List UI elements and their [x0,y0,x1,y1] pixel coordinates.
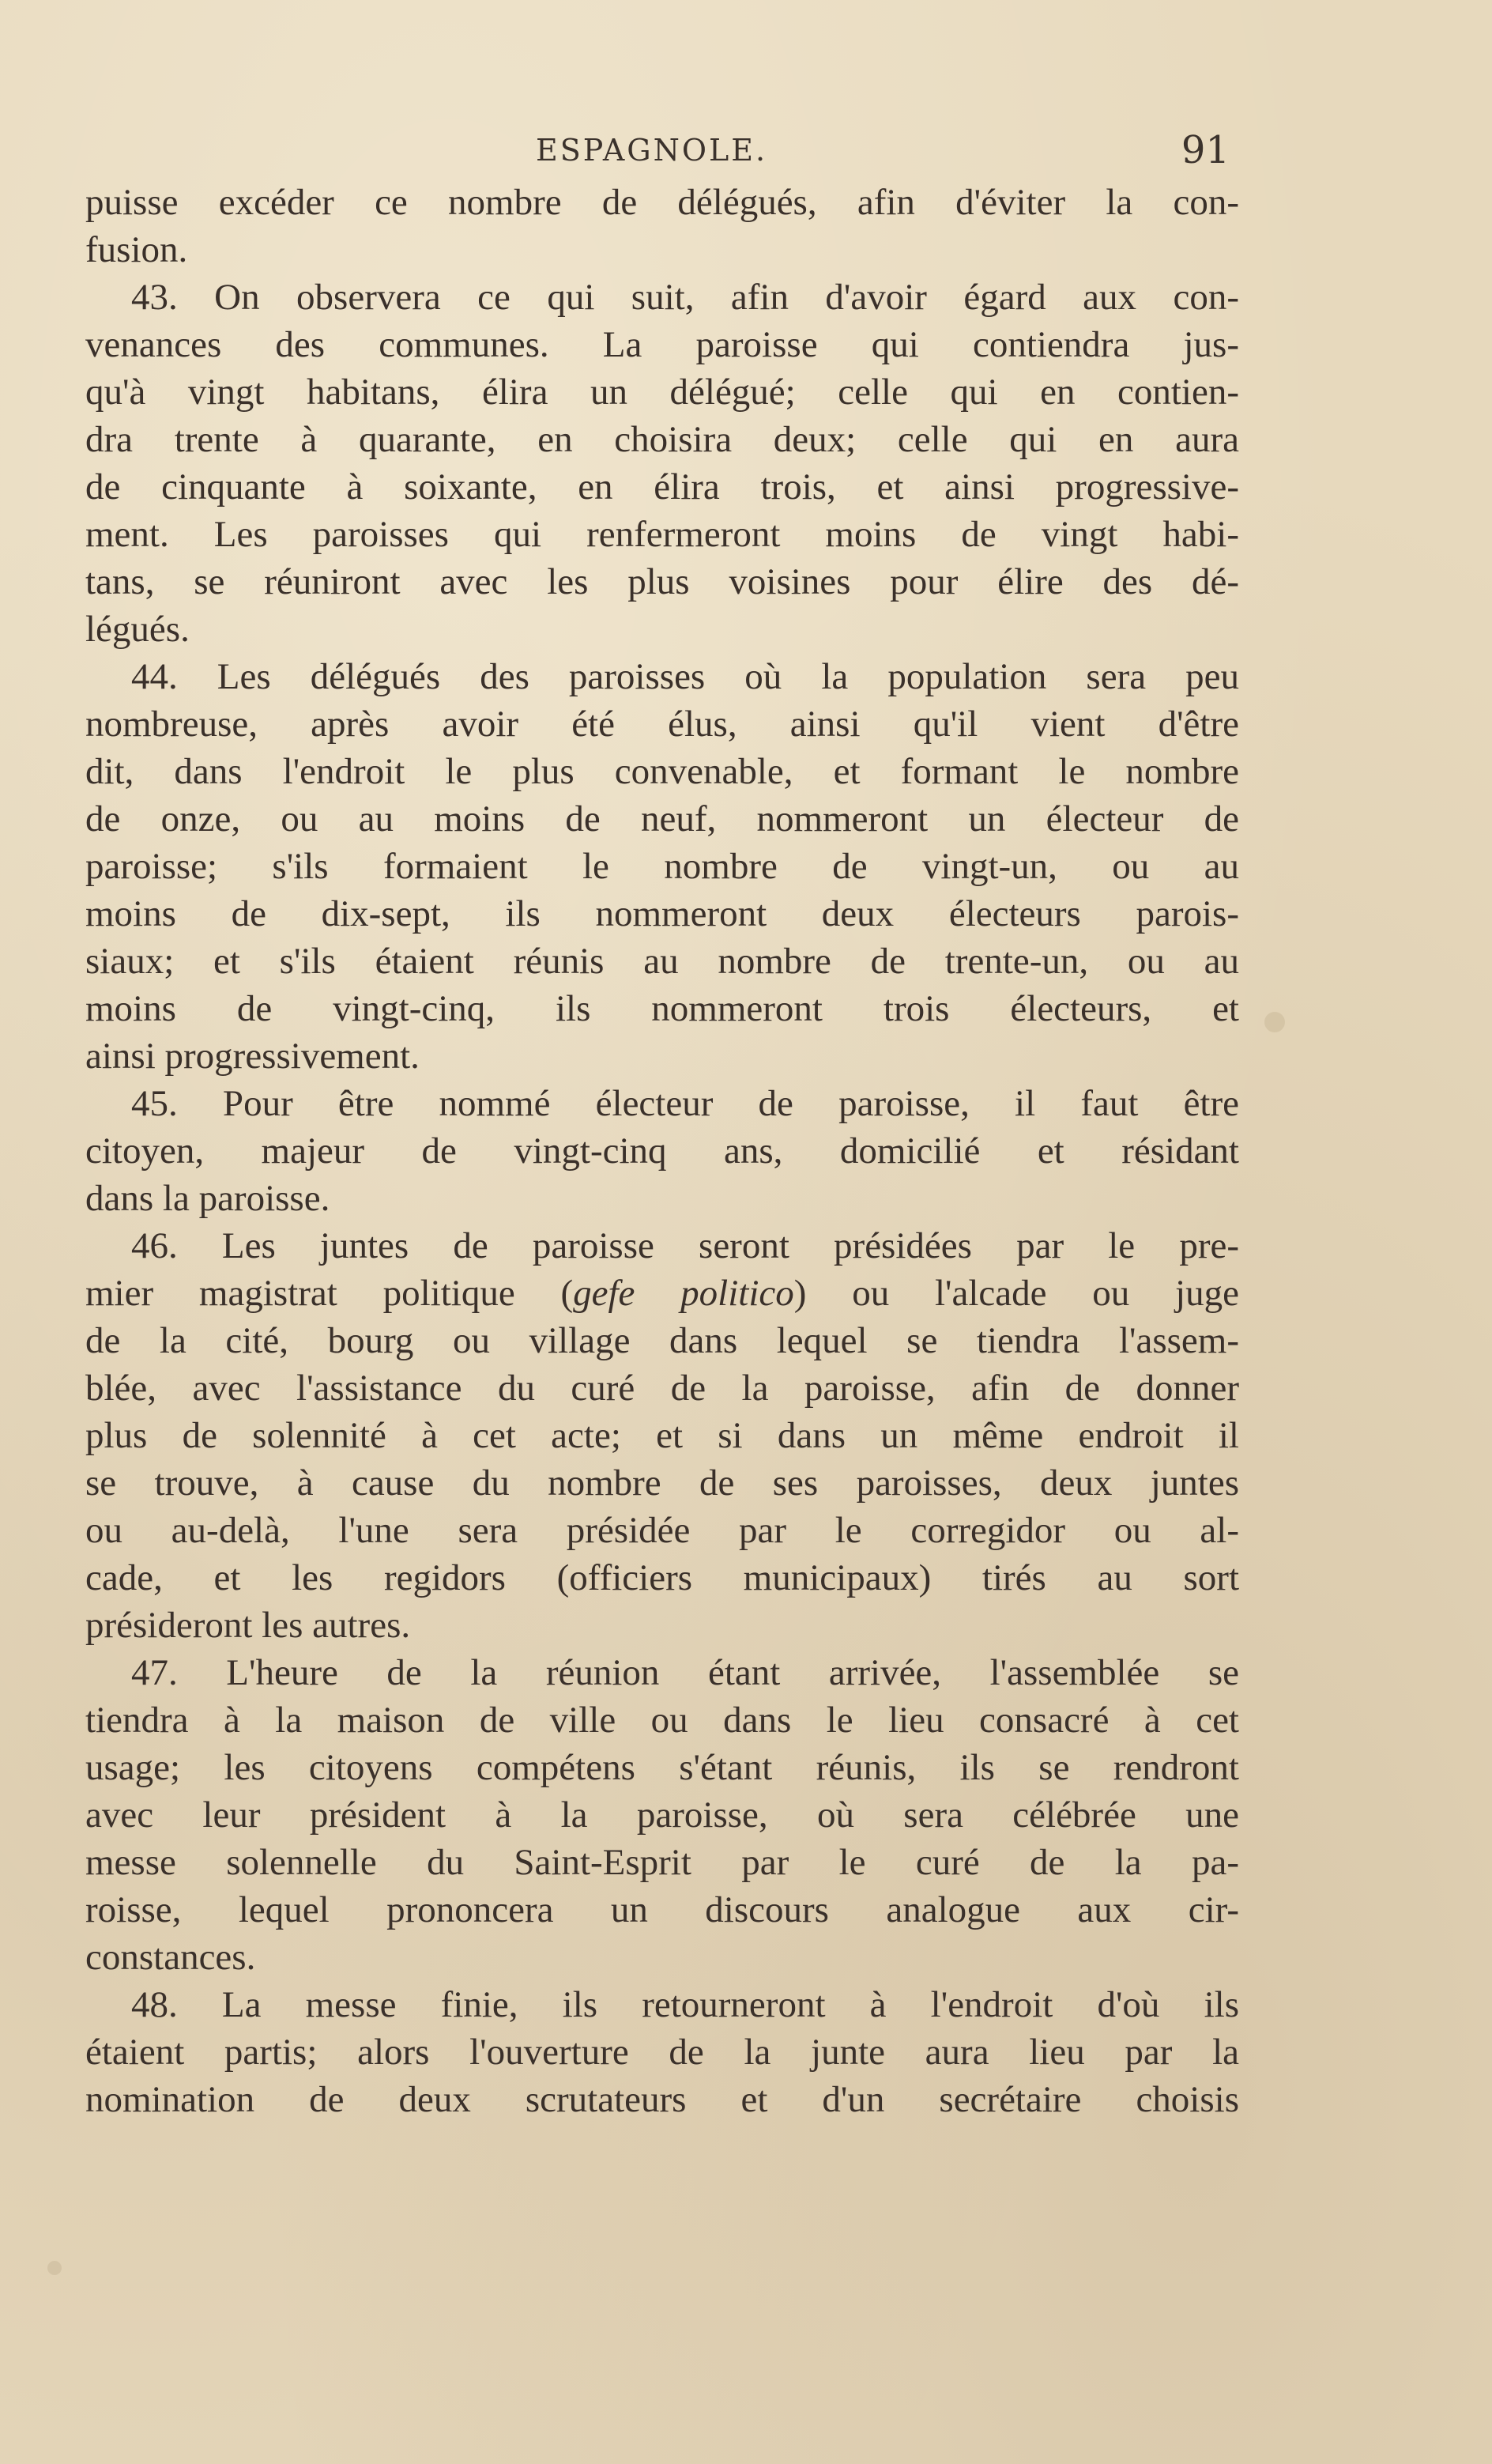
text-line: ment. Les paroisses qui renfermeront moins de vingt habi- [85,514,1239,555]
text-line: présideront les autres. [85,1605,411,1646]
running-title: ESPAGNOLE. [536,133,768,168]
article-43 [85,274,1239,653]
paper-stain [47,2261,62,2275]
text-line: puisse excéder ce nombre de délégués, afin d'éviter la con- [85,182,1239,223]
text-line: paroisse; s'ils formaient le nombre de vingt-un, ou au [85,846,1239,887]
text-line: dit, dans l'endroit le plus convenable, et formant le nombre [85,751,1239,792]
text-line: dra trente à quarante, en choisira deux; celle qui en aura [85,419,1239,460]
paper-stain [1264,1012,1285,1032]
text-line: tans, se réuniront avec les plus voisines pour élire des dé- [85,561,1239,602]
text-line: nombreuse, après avoir été élus, ainsi qu'il vient d'être [85,704,1239,745]
text-line: roisse, lequel prononcera un discours analogue aux cir- [85,1889,1239,1930]
text-line: mier magistrat politique (gefe politico) ou l'alcade ou juge [85,1273,1239,1314]
text-line: messe solennelle du Saint-Esprit par le curé de la pa- [85,1842,1239,1883]
text-line: de cinquante à soixante, en élira trois, et ainsi progressive- [85,466,1239,508]
text-line: constances. [85,1937,256,1978]
text-line: 44. Les délégués des paroisses où la population sera peu [131,656,1239,697]
text-line: se trouve, à cause du nombre de ses paroisses, deux juntes [85,1462,1239,1504]
text-line: dans la paroisse. [85,1178,330,1219]
text-line: 45. Pour être nommé électeur de paroisse, il faut être [131,1083,1239,1124]
running-head [85,128,1245,180]
text-line: fusion. [85,229,188,270]
text-line: nomination de deux scrutateurs et d'un secrétaire choisis [85,2079,1239,2120]
paragraph-continuation [85,179,1239,274]
text-line: 47. L'heure de la réunion étant arrivée, l'assemblée se [131,1652,1239,1693]
text-line: citoyen, majeur de vingt-cinq ans, domicilié et résidant [85,1130,1239,1172]
article-46 [85,1222,1239,1649]
text-line: ainsi progressivement. [85,1036,420,1077]
text-line: qu'à vingt habitans, élira un délégué; celle qui en contien- [85,372,1239,413]
text-line: 46. Les juntes de paroisse seront présidées par le pre- [131,1225,1239,1266]
text-line: cade, et les regidors (officiers municipaux) tirés au sort [85,1557,1239,1598]
text-line: venances des communes. La paroisse qui contiendra jus- [85,324,1239,365]
article-47 [85,1649,1239,1981]
text-line: usage; les citoyens compétens s'étant réunis, ils se rendront [85,1747,1239,1788]
text-line: 43. On observera ce qui suit, afin d'avoir égard aux con- [131,277,1239,318]
article-45 [85,1080,1239,1222]
italic-term: gefe politico [573,1273,794,1314]
text-line: de la cité, bourg ou village dans lequel se tiendra l'assem- [85,1320,1239,1361]
text-line: de onze, ou au moins de neuf, nommeront un électeur de [85,798,1239,840]
article-44 [85,653,1239,1080]
text-line: étaient partis; alors l'ouverture de la junte aura lieu par la [85,2032,1239,2073]
article-48 [85,1981,1239,2123]
text-line: moins de vingt-cinq, ils nommeront trois électeurs, et [85,988,1239,1029]
text-line: plus de solennité à cet acte; et si dans un même endroit il [85,1415,1239,1456]
text-line: 48. La messe finie, ils retourneront à l'endroit d'où ils [131,1984,1239,2025]
text-line: ou au-delà, l'une sera présidée par le corregidor ou al- [85,1510,1239,1551]
text-line: siaux; et s'ils étaient réunis au nombre de trente-un, ou au [85,941,1239,982]
text-line: légués. [85,609,190,650]
text-line: avec leur président à la paroisse, où sera célébrée une [85,1794,1239,1836]
text-line: blée, avec l'assistance du curé de la paroisse, afin de donner [85,1368,1239,1409]
text-line: tiendra à la maison de ville ou dans le lieu consacré à cet [85,1700,1239,1741]
body-text [85,179,1239,2123]
page-number: 91 [1181,128,1230,172]
text-line: moins de dix-sept, ils nommeront deux électeurs parois- [85,893,1239,934]
